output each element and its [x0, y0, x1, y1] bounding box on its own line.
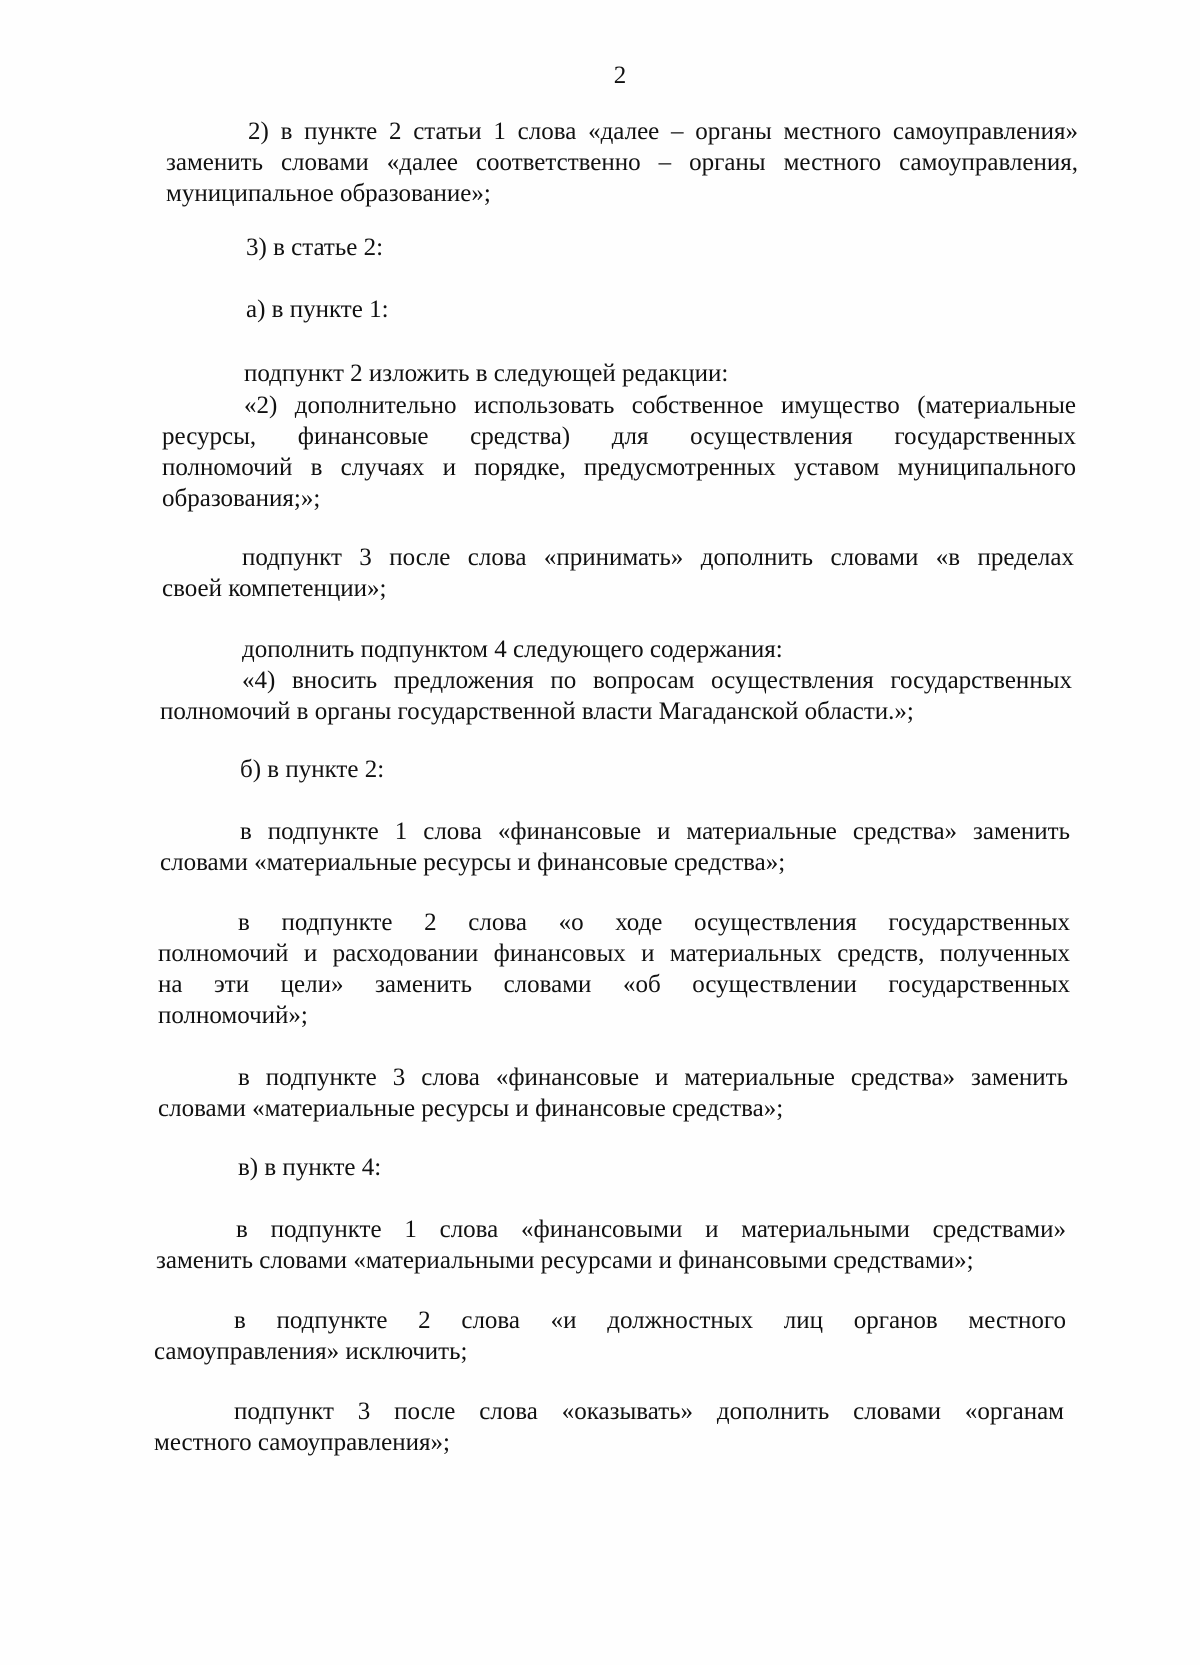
paragraph-line: в подпункте 2 слова «о ходе осуществления государственных — [238, 909, 1070, 936]
paragraph-line: самоуправления» исключить; — [154, 1338, 468, 1365]
paragraph-line: полномочий»; — [158, 1002, 308, 1029]
paragraph-line: словами «материальные ресурсы и финансовые средства»; — [158, 1095, 784, 1122]
paragraph-line: заменить словами «далее соответственно – органы местного самоуправления, — [166, 149, 1078, 176]
paragraph-line: ресурсы, финансовые средства) для осуществления государственных — [162, 423, 1076, 450]
paragraph-line: подпункт 3 после слова «принимать» дополнить словами «в пределах — [242, 544, 1074, 571]
paragraph-line: заменить словами «материальными ресурсами и финансовыми средствами»; — [156, 1247, 974, 1274]
paragraph-line: б) в пункте 2: — [240, 756, 385, 783]
paragraph-line: в подпункте 1 слова «финансовыми и материальными средствами» — [236, 1216, 1066, 1243]
paragraph-line: 2) в пункте 2 статьи 1 слова «далее – органы местного самоуправления» — [248, 118, 1078, 145]
paragraph-p3 — [166, 294, 1078, 325]
paragraph-p1 — [166, 116, 1078, 209]
paragraph-line: на эти цели» заменить словами «об осуществлении государственных — [158, 971, 1070, 998]
paragraph-line: дополнить подпунктом 4 следующего содержания: — [242, 636, 783, 663]
paragraph-line: в подпункте 1 слова «финансовые и материальные средства» заменить — [240, 818, 1070, 845]
paragraph-line: подпункт 2 изложить в следующей редакции: — [244, 360, 729, 387]
paragraph-line: полномочий в органы государственной власти Магаданской области.»; — [160, 698, 914, 725]
paragraph-line: своей компетенции»; — [162, 575, 387, 602]
paragraph-p12 — [158, 1062, 1068, 1124]
paragraph-line: полномочий и расходовании финансовых и материальных средств, полученных — [158, 940, 1070, 967]
paragraph-line: подпункт 3 после слова «оказывать» дополнить словами «органам — [234, 1398, 1064, 1425]
paragraph-line: в подпункте 2 слова «и должностных лиц органов местного — [234, 1307, 1066, 1334]
paragraph-line: «2) дополнительно использовать собственное имущество (материальные — [244, 392, 1076, 419]
paragraph-p2 — [166, 232, 1078, 263]
paragraph-line: полномочий в случаях и порядке, предусмотренных уставом муниципального — [162, 454, 1076, 481]
paragraph-line: «4) вносить предложения по вопросам осуществления государственных — [242, 667, 1072, 694]
paragraph-line: образования;»; — [162, 485, 321, 512]
paragraph-p16 — [154, 1396, 1064, 1458]
paragraph-line: словами «материальные ресурсы и финансовые средства»; — [160, 849, 786, 876]
paragraph-p5 — [162, 390, 1076, 514]
paragraph-p7 — [160, 634, 1072, 665]
paragraph-p15 — [154, 1305, 1066, 1367]
paragraph-line: местного самоуправления»; — [154, 1429, 450, 1456]
paragraph-line: а) в пункте 1: — [246, 296, 389, 323]
paragraph-p9 — [160, 754, 1072, 785]
paragraph-p6 — [162, 542, 1074, 604]
paragraph-line: в подпункте 3 слова «финансовые и материальные средства» заменить — [238, 1064, 1068, 1091]
paragraph-p10 — [160, 816, 1070, 878]
paragraph-p11 — [158, 907, 1070, 1031]
paragraph-line: 3) в статье 2: — [246, 234, 384, 261]
page-number: 2 — [613, 62, 627, 89]
paragraph-line: в) в пункте 4: — [238, 1154, 382, 1181]
paragraph-line: муниципальное образование»; — [166, 180, 491, 207]
paragraph-p14 — [156, 1214, 1066, 1276]
paragraph-p4 — [164, 358, 1076, 389]
paragraph-p8 — [160, 665, 1072, 727]
paragraph-p13 — [158, 1152, 1068, 1183]
